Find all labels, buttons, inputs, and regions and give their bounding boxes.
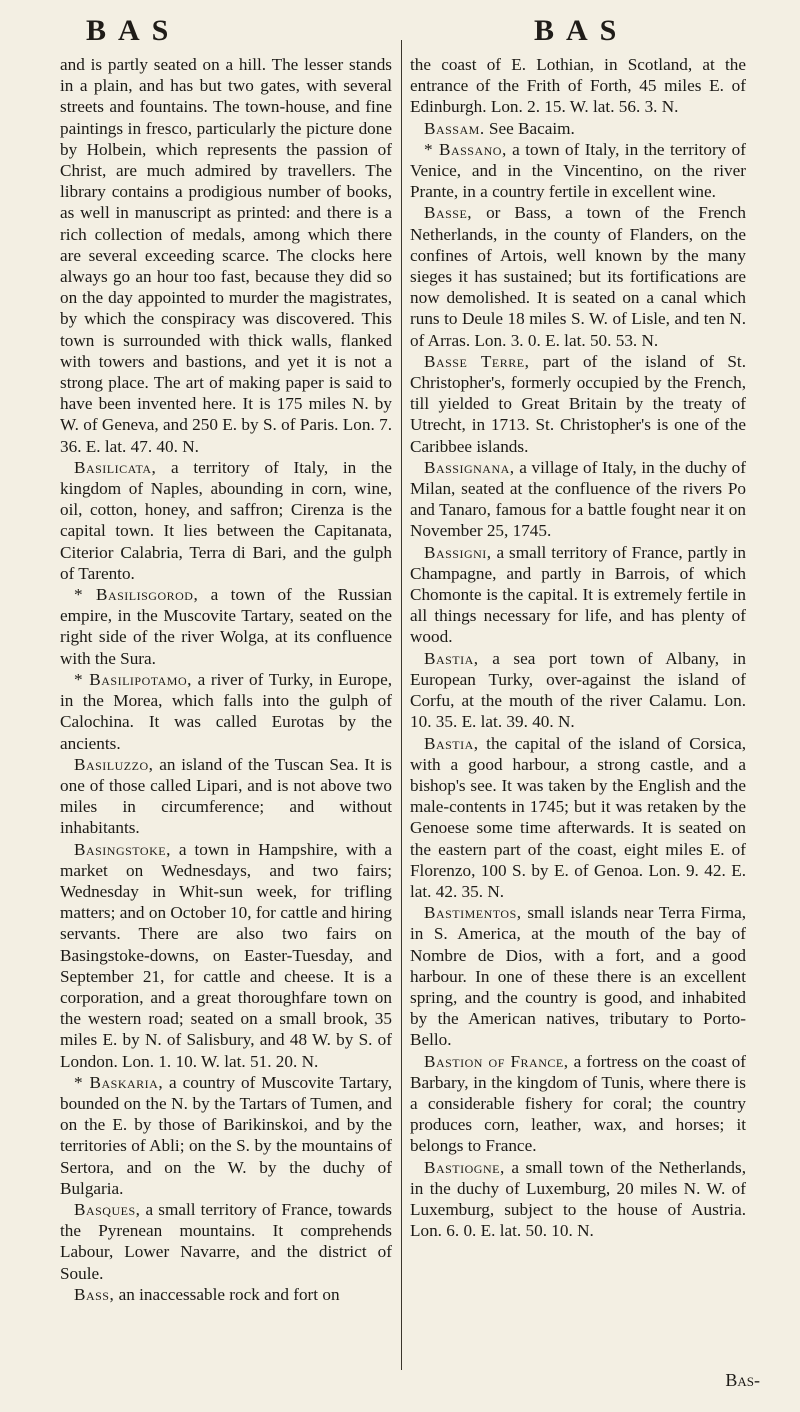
headword: Basilicata, [74, 457, 157, 477]
entry [60, 1199, 392, 1284]
entry [410, 542, 746, 648]
entry-continuation [60, 54, 392, 457]
entry [60, 1284, 392, 1305]
headword: Basse Terre, [424, 351, 530, 371]
headword: Basse, [424, 203, 473, 223]
entry-text: See Bacaim. [484, 118, 575, 138]
entry-text: a village of Italy, in the duchy of Milan, seated at the confluence of the rivers Po and Tanaro, famous for a battle fought near it on November 25, 1745. [410, 457, 746, 541]
entry [410, 118, 746, 139]
headword: * Bassano, [424, 139, 507, 159]
headword: Bastiogne, [424, 1157, 505, 1177]
entry-text: a sea port town of Albany, in European Turky, over-against the island of Corfu, at the mouth of the river Calamu. Lon. 10. 35. E. lat. 39. 40. N. [410, 648, 746, 732]
entry [60, 584, 392, 669]
headword: Bastia, [424, 648, 479, 668]
entry [410, 351, 746, 457]
entry [60, 754, 392, 839]
headword: Bassigni, [424, 542, 492, 562]
headword: Basingstoke, [74, 839, 171, 859]
entry-text: a river of Turky, in Europe, in the Morea, which falls into the gulph of Calochina. It was called Eurotas by the ancients. [60, 669, 392, 753]
entry [410, 733, 746, 903]
entry-text: a country of Muscovite Tartary, bounded on the N. by the Tartars of Tumen, and on the E. by those of Barikinskoi, and by the territories of Abli; on the S. by the mountains of Sertora, and on the W. by the duchy of Bulgaria. [60, 1072, 392, 1198]
headword: Bass, [74, 1284, 115, 1304]
headword: Bassam. [424, 118, 485, 138]
entry [60, 839, 392, 1072]
headword: Basiluzzo, [74, 754, 154, 774]
entry-text: part of the island of St. Christopher's, formerly occupied by the French, till yielded to Great Britain by the treaty of Utrecht, in 1713. St. Christopher's is one of the Caribbee islands. [410, 351, 746, 456]
headword: Bastion of France, [424, 1051, 569, 1071]
entry-text: a town of the Russian empire, in the Muscovite Tartary, seated on the right side of the river Wolga, at its confluence with the Sura. [60, 585, 392, 668]
entry [410, 1157, 746, 1242]
entry [60, 669, 392, 754]
headword: Bassignana, [424, 457, 515, 477]
entry-continuation [410, 54, 746, 118]
entry [60, 457, 392, 584]
entry-text: a fortress on the coast of Barbary, in the kingdom of Tunis, where there is a considerable fishery for coral; the country produces corn, leather, wax, and horses; it belongs to France. [410, 1051, 746, 1156]
headword: Basques, [74, 1199, 141, 1219]
entry-text: a small town of the Netherlands, in the duchy of Luxemburg, 20 miles N. W. of Luxemburg, subject to the house of Austria. Lon. 6. 0. E. lat. 50. 10. N. [410, 1157, 746, 1241]
entry-text: a territory of Italy, in the kingdom of Naples, abounding in corn, wine, oil, cotton, honey, and saffron; Cirenza is the capital town. It lies between the Capitanata, Citerior Calabria, Terra di Bari, and the gulph of Tarento. [60, 457, 392, 583]
headword: Bastimentos, [424, 903, 522, 923]
entry-text: the coast of E. Lothian, in Scotland, at the entrance of the Frith of Forth, 45 miles E. of Edinburgh. Lon. 2. 15. W. lat. 56. 3. N. [410, 55, 746, 117]
running-head-left: BAS [86, 14, 181, 47]
entry [410, 202, 746, 350]
entry-text: a small territory of France, towards the Pyrenean mountains. It comprehends Labour, Lower Navarre, and the district of Soule. [60, 1199, 392, 1283]
entry [410, 1051, 746, 1157]
entry [410, 457, 746, 542]
entry-text: small islands near Terra Firma, in S. America, at the mouth of the bay of Nombre de Dios, with a fort, and a good harbour. In one of these there is an excellent spring, and the country is good, and inhabited by the American natives, tributary to Porto-Bello. [410, 903, 746, 1050]
headword: Bastia, [424, 733, 479, 753]
entry [410, 902, 746, 1050]
entry [410, 648, 746, 733]
running-head-right: BAS [534, 14, 629, 47]
entry-text: or Bass, a town of the French Netherlands, in the county of Flanders, on the confines of Artois, well known by the many sieges it has sustained; but its fortifications are now demolished. It is seated on a canal which runs to Deule 18 miles S. W. of Lisle, and ten N. of Arras. Lon. 3. 0. E. lat. 50. 53. N. [410, 203, 746, 350]
catchword: Bas- [725, 1370, 760, 1390]
right-column [410, 54, 746, 1241]
entry [410, 139, 746, 203]
entry-text: a town in Hampshire, with a market on Wednesdays, and two fairs; Wednesday in Whit-sun week, for trifling matters; and on October 10, for cattle and hiring servants. There are also two fairs on Basingstoke-downs, on Easter-Tuesday, and September 21, for cattle and cheese. It is a corporation, and a great thoroughfare town on the western road; seated on a small brook, 35 miles E. by N. of Salisbury, and 48 W. by S. of London. Lon. 1. 10. W. lat. 51. 20. N. [60, 839, 392, 1071]
left-column [60, 54, 392, 1305]
entry [60, 1072, 392, 1199]
headword: * Baskaria, [74, 1072, 164, 1092]
headword: * Basilisgorod, [74, 585, 199, 605]
entry-text: an island of the Tuscan Sea. It is one of those called Lipari, and is not above two miles in circumference; and without inhabitants. [60, 754, 392, 838]
entry-text: a small territory of France, partly in Champagne, and partly in Barrois, of which Chomonte is the capital. It is extremely fertile in all things necessary for life, and has plenty of wood. [410, 542, 746, 647]
entry-text: a town of Italy, in the territory of Venice, and in the Vincentino, on the river Prante, in a country fertile in excellent wine. [410, 139, 746, 202]
entry-text: and is partly seated on a hill. The lesser stands in a plain, and has but two gates, with several streets and fountains. The town-house, and fine paintings in fresco, particularly the picture done by Holbein, which represents the passion of Christ, are much admired by travellers. The library contains a prodigious number of books, as well in manuscript as printed: and there is a rich collection of medals, among which there are several exceeding scarce. The clocks here always go an hour too fast, because they did so on the day appointed to murder the magistrates, by which the conspiracy was discovered. This town is surrounded with thick walls, flanked with towers and bastions, and yet it is not a strong place. The art of making paper is said to have been invented here. It is 175 miles N. by W. of Geneva, and 250 E. by S. of Paris. Lon. 7. 36. E. lat. 47. 40. N. [60, 55, 392, 456]
entry-text: the capital of the island of Corsica, with a good harbour, a strong castle, and a bishop's see. It was taken by the English and the male-contents in 1745; but it was retaken by the Genoese some time afterwards. It is seated on the eastern part of the coast, eight miles E. of Florenzo, 100 S. by E. of Genoa. Lon. 9. 42. E. lat. 42. 35. N. [410, 733, 746, 901]
column-rule [401, 40, 402, 1370]
entry-text: an inaccessable rock and fort on [114, 1284, 340, 1304]
headword: * Basilipotamo, [74, 669, 192, 689]
